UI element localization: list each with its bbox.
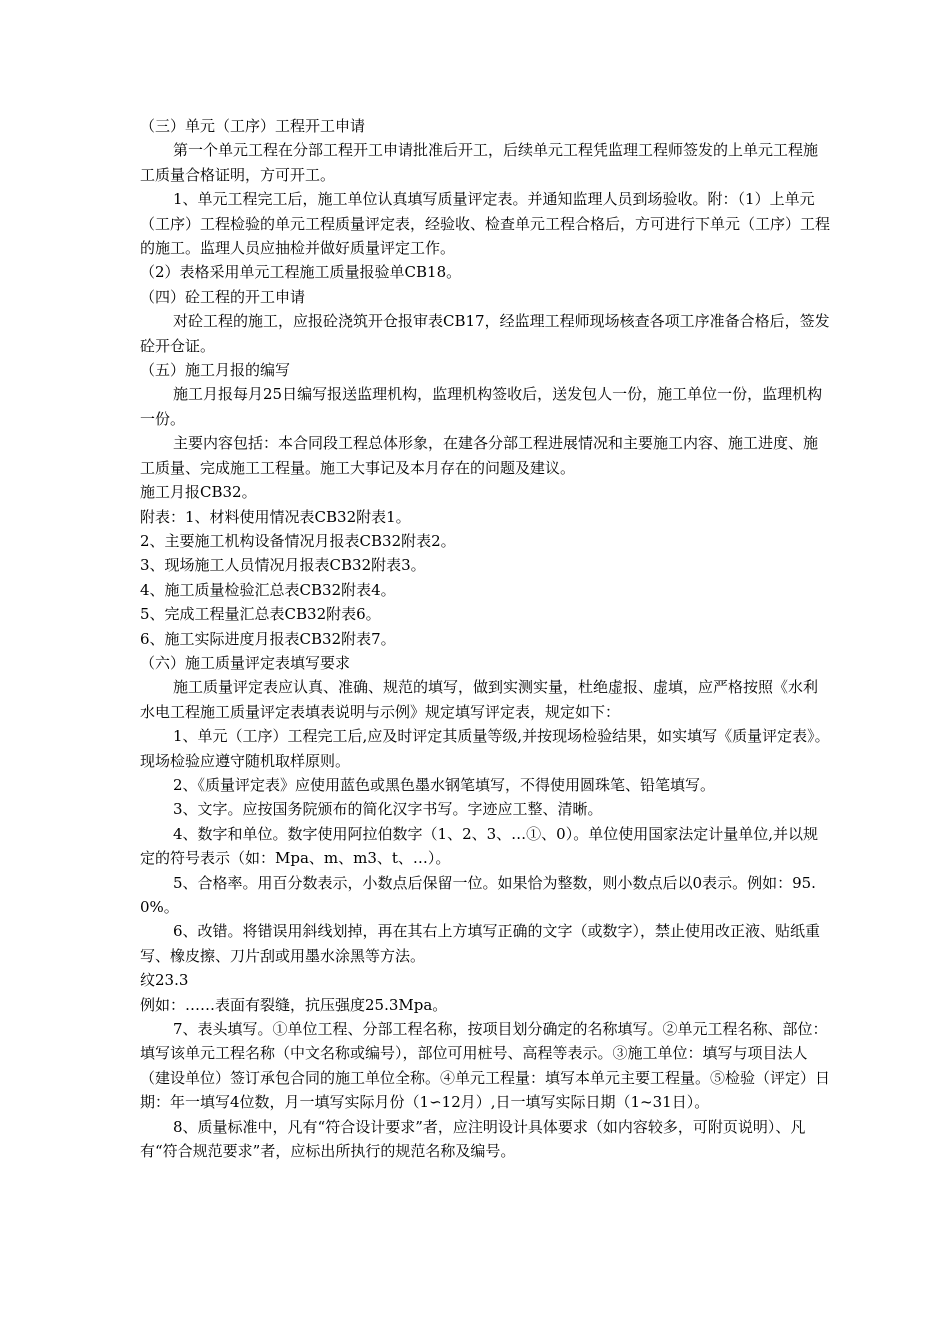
section-heading-6: （六）施工质量评定表填写要求 — [140, 653, 351, 672]
section-heading-3: （三）单元（工序）工程开工申请 — [140, 117, 366, 135]
paragraph: 施工质量评定表应认真、准确、规范的填写，做到实测实量，杜绝虚报、虚填，应严格按照《水利水电工程施工质量评定表填表说明与示例》规定填写评定表，规定如下： — [140, 678, 819, 721]
paragraph: 第一个单元工程在分部工程开工申请批准后开工，后续单元工程凭监理工程师签发的上单元工程施工质量合格证明，方可开工。 — [140, 141, 819, 184]
paragraph: 1、单元工程完工后，施工单位认真填写质量评定表。并通知监理人员到场验收。附：（1）上单元（工序）工程检验的单元工程质量评定表，经验收、检查单元工程合格后，方可进行下单元（工序）工程的施工。监理人员应抽检并做好质量评定工作。 — [140, 190, 831, 258]
paragraph: 7、表头填写。①单位工程、分部工程名称，按项目划分确定的名称填写。②单元工程名称、部位：填写该单元工程名称（中文名称或编号），部位可用桩号、高程等表示。③施工单位：填写与项目法人（建设单位）签订承包合同的施工单位全称。④单元工程量：填写本单元主要工程量。⑤检验（评定）日期：年一填写4位数，月一填写实际月份（1∽12月）,日一填写实际日期（1~31日）。 — [140, 1020, 831, 1112]
appendix-list-item: 4、施工质量检验汇总表CB32附表4。 — [140, 580, 396, 599]
paragraph: 2、《质量评定表》应使用蓝色或黑色墨水钢笔填写，不得使用圆珠笔、铅笔填写。 — [173, 775, 716, 794]
paragraph: 施工月报每月25日编写报送监理机构，监理机构签收后，送发包人一份，施工单位一份，监理机构一份。 — [140, 385, 823, 428]
paragraph: 6、改错。将错误用斜线划掉，再在其右上方填写正确的文字（或数字），禁止使用改正液、贴纸重写、橡皮擦、刀片刮或用墨水涂黑等方法。 — [140, 922, 821, 965]
paragraph: 施工月报CB32。 — [140, 483, 257, 502]
paragraph: 4、数字和单位。数字使用阿拉伯数字（1、2、3、…①、0）。单位使用国家法定计量单位,并以规定的符号表示（如：Mpa、m、m3、t、…）。 — [140, 824, 818, 868]
paragraph: 8、质量标准中，凡有“符合设计要求”者，应注明设计具体要求（如内容较多，可附页说明）、凡有“符合规范要求”者，应标出所执行的规范名称及编号。 — [140, 1117, 806, 1161]
appendix-list-item: 3、现场施工人员情况月报表CB32附表3。 — [140, 556, 426, 575]
appendix-list-item: 2、主要施工机构设备情况月报表CB32附表2。 — [140, 531, 456, 550]
correction-example: 例如：……表面有裂缝，抗压强度25.3Mpa。 — [140, 995, 448, 1014]
appendix-list-item: 附表：1、材料使用情况表CB32附表1。 — [140, 507, 411, 526]
paragraph: 5、合格率。用百分数表示，小数点后保留一位。如果恰为整数，则小数点后以0表示。例如：95.0%。 — [140, 873, 816, 916]
paragraph: 对砼工程的施工，应报砼浇筑开仓报审表CB17，经监理工程师现场核查各项工序准备合格后，签发砼开仓证。 — [140, 312, 830, 355]
paragraph: 3、文字。应按国务院颁布的简化汉字书写。字迹应工整、清晰。 — [173, 800, 603, 819]
appendix-list-item: 5、完成工程量汇总表CB32附表6。 — [140, 605, 381, 624]
document-body — [140, 114, 830, 1163]
paragraph: （2）表格采用单元工程施工质量报验单CB18。 — [140, 263, 462, 282]
appendix-list-item: 6、施工实际进度月报表CB32附表7。 — [140, 629, 396, 648]
correction-example-mark: 纹23.3 — [140, 971, 189, 990]
paragraph: 1、单元（工序）工程完工后,应及时评定其质量等级,并按现场检验结果，如实填写《质量评定表》。现场检验应遵守随机取样原则。 — [140, 727, 830, 770]
paragraph: 主要内容包括：本合同段工程总体形象，在建各分部工程进展情况和主要施工内容、施工进度、施工质量、完成施工工程量。施工大事记及本月存在的问题及建议。 — [140, 434, 819, 477]
section-heading-5: （五）施工月报的编写 — [140, 361, 291, 380]
section-heading-4: （四）砼工程的开工申请 — [140, 287, 306, 306]
